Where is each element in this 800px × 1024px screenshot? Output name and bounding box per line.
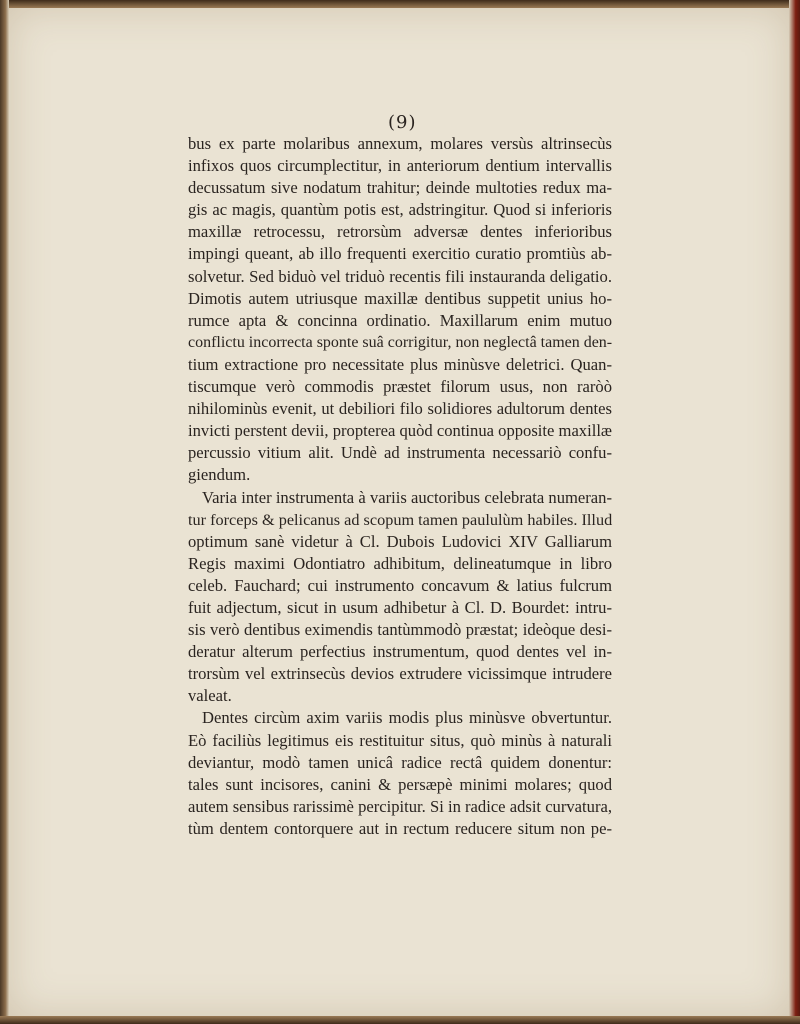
text-line: maxillæ retrocessu, retrorsùm adversæ dentes inferioribus: [188, 222, 612, 242]
text-line: autem sensibus rarissimè percipitur. Si in radice adsit curvatura,: [188, 796, 612, 816]
text-line: Varia inter instrumenta à variis auctoribus celebrata numeran-: [202, 487, 612, 507]
page-number: (9): [388, 112, 417, 133]
text-line: deratur alterum perfectius instrumentum, quod dentes vel in-: [188, 642, 612, 662]
text-line: infixos quos circumplectitur, in anteriorum dentium intervallis: [188, 156, 612, 176]
text-line: celeb. Fauchard; cui instrumento concavum & latius fulcrum: [188, 575, 612, 595]
text-line: bus ex parte molaribus annexum, molares versùs altrinsecùs: [188, 134, 612, 153]
text-line: Eò faciliùs legitimus eis restituitur situs, quò minùs à naturali: [188, 730, 612, 750]
text-line: valeat.: [188, 686, 232, 706]
text-line: Regis maximi Odontiatro adhibitum, delineatumque in libro: [188, 553, 612, 573]
page-top-edge: [0, 0, 800, 8]
text-line: nihilominùs evenit, ut debiliori filo solidiores adultorum dentes: [188, 399, 612, 419]
text-line: tur forceps & pelicanus ad scopum tamen paululùm habiles. Illud: [188, 510, 613, 529]
text-line: rumce apta & concinna ordinatio. Maxillarum enim mutuo: [188, 310, 612, 330]
text-line: fuit adjectum, sicut in usum adhibetur à Cl. D. Bourdet: intru-: [188, 597, 612, 617]
text-line: impingi queant, ab illo frequenti exercitio curatio promtiùs ab-: [188, 244, 612, 264]
text-line: tales sunt incisores, canini & persæpè minimi molares; quod: [188, 774, 612, 794]
text-line: gis ac magis, quantùm potis est, adstringitur. Quod si inferioris: [188, 200, 612, 220]
text-line: percussio vitium alit. Undè ad instrumenta necessariò confu-: [188, 443, 612, 463]
text-line: conflictu incorrecta sponte suâ corrigitur, non neglectâ tamen den-: [188, 333, 613, 351]
book-cover-edge: [789, 0, 800, 1024]
text-line: invicti perstent devii, propterea quòd continua opposite maxillæ: [188, 421, 612, 441]
text-line: decussatum sive nodatum trahitur; deinde multoties redux ma-: [188, 178, 612, 198]
text-line: sis verò dentibus eximendis tantùmmodò præstat; ideòque desi-: [188, 620, 612, 640]
text-line: tiscumque verò commodis præstet filorum usus, non raròò: [188, 377, 612, 397]
text-line: tium extractione pro necessitate plus minùsve deletrici. Quan-: [188, 354, 612, 374]
text-line: tùm dentem contorquere aut in rectum reducere situm non pe-: [188, 818, 612, 838]
text-line: Dimotis autem utriusque maxillæ dentibus suppetit unius ho-: [188, 288, 612, 308]
body-text: [188, 133, 612, 840]
text-line: optimum sanè videtur à Cl. Dubois Ludovici XIV Galliarum: [188, 531, 612, 551]
text-line: Dentes circùm axim variis modis plus minùsve obvertuntur.: [202, 708, 612, 728]
book-spine-edge: [0, 0, 9, 1024]
text-line: trorsùm vel extrinsecùs devios extrudere vicissimque intrudere: [188, 664, 612, 684]
text-line: deviantur, modò tamen unicâ radice rectâ quidem donentur:: [188, 752, 612, 772]
page-bottom-edge: [0, 1016, 800, 1024]
text-line: solvetur. Sed biduò vel triduò recentis fili instauranda deligatio.: [188, 266, 612, 286]
text-line: giendum.: [188, 465, 251, 485]
